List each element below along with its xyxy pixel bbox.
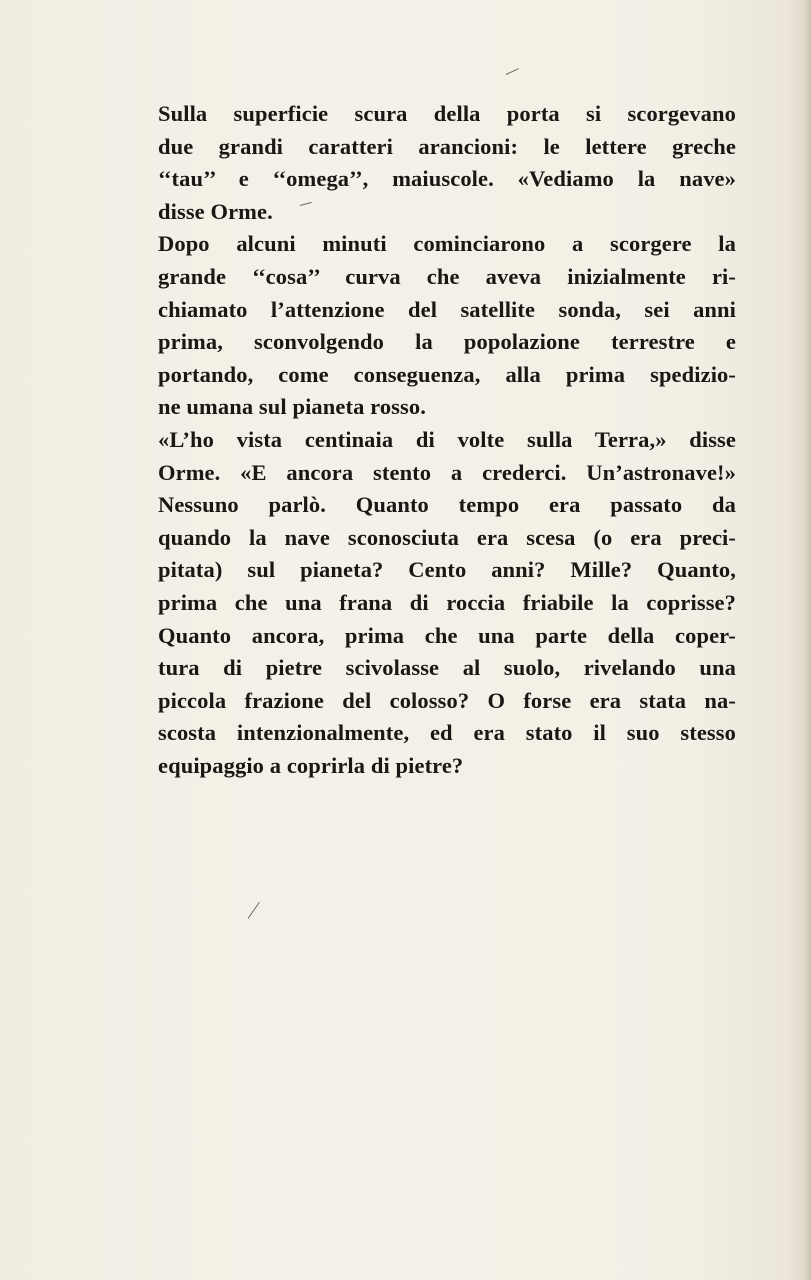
text-line: piccola frazione del colosso? O forse era stata na- xyxy=(158,687,736,713)
text-line: scosta intenzionalmente, ed era stato il suo stesso xyxy=(158,720,736,746)
text-line: portando, come conseguenza, alla prima spedizio- xyxy=(158,361,736,387)
text-line: pitata) sul pianeta? Cento anni? Mille? Quanto, xyxy=(158,557,736,583)
text-line: Nessuno parlò. Quanto tempo era passato da xyxy=(158,492,736,518)
text-line: «L’ho vista centinaia di volte sulla Terra,» disse xyxy=(158,426,736,452)
text-line: ‘‘tau’’ e ‘‘omega’’, maiuscole. «Vediamo la nave» xyxy=(158,166,736,192)
text-line: Quanto ancora, prima che una parte della coper- xyxy=(158,622,736,648)
body-text xyxy=(158,98,736,782)
text-line: Dopo alcuni minuti cominciarono a scorgere la xyxy=(158,231,736,257)
text-line: tura di pietre scivolasse al suolo, rivelando una xyxy=(158,655,736,681)
text-line: Sulla superficie scura della porta si scorgevano xyxy=(158,101,736,126)
text-line: due grandi caratteri arancioni: le lettere greche xyxy=(158,133,736,159)
stray-mark-middle xyxy=(248,902,260,919)
stray-mark-top xyxy=(506,68,519,75)
text-line: prima che una frana di roccia friabile la coprisse? xyxy=(158,589,736,615)
text-line: prima, sconvolgendo la popolazione terrestre e xyxy=(158,329,736,355)
text-line: grande ‘‘cosa’’ curva che aveva inizialmente ri- xyxy=(158,263,736,289)
page-edge-shadow xyxy=(803,0,811,1280)
text-line: chiamato l’attenzione del satellite sonda, sei anni xyxy=(158,296,736,322)
text-line: ne umana sul pianeta rosso. xyxy=(158,394,426,420)
text-line: equipaggio a coprirla di pietre? xyxy=(158,752,464,778)
text-line: quando la nave sconosciuta era scesa (o era preci- xyxy=(158,524,736,550)
text-line: disse Orme. xyxy=(158,198,273,224)
text-line: Orme. «E ancora stento a crederci. Un’astronave!» xyxy=(158,459,736,485)
